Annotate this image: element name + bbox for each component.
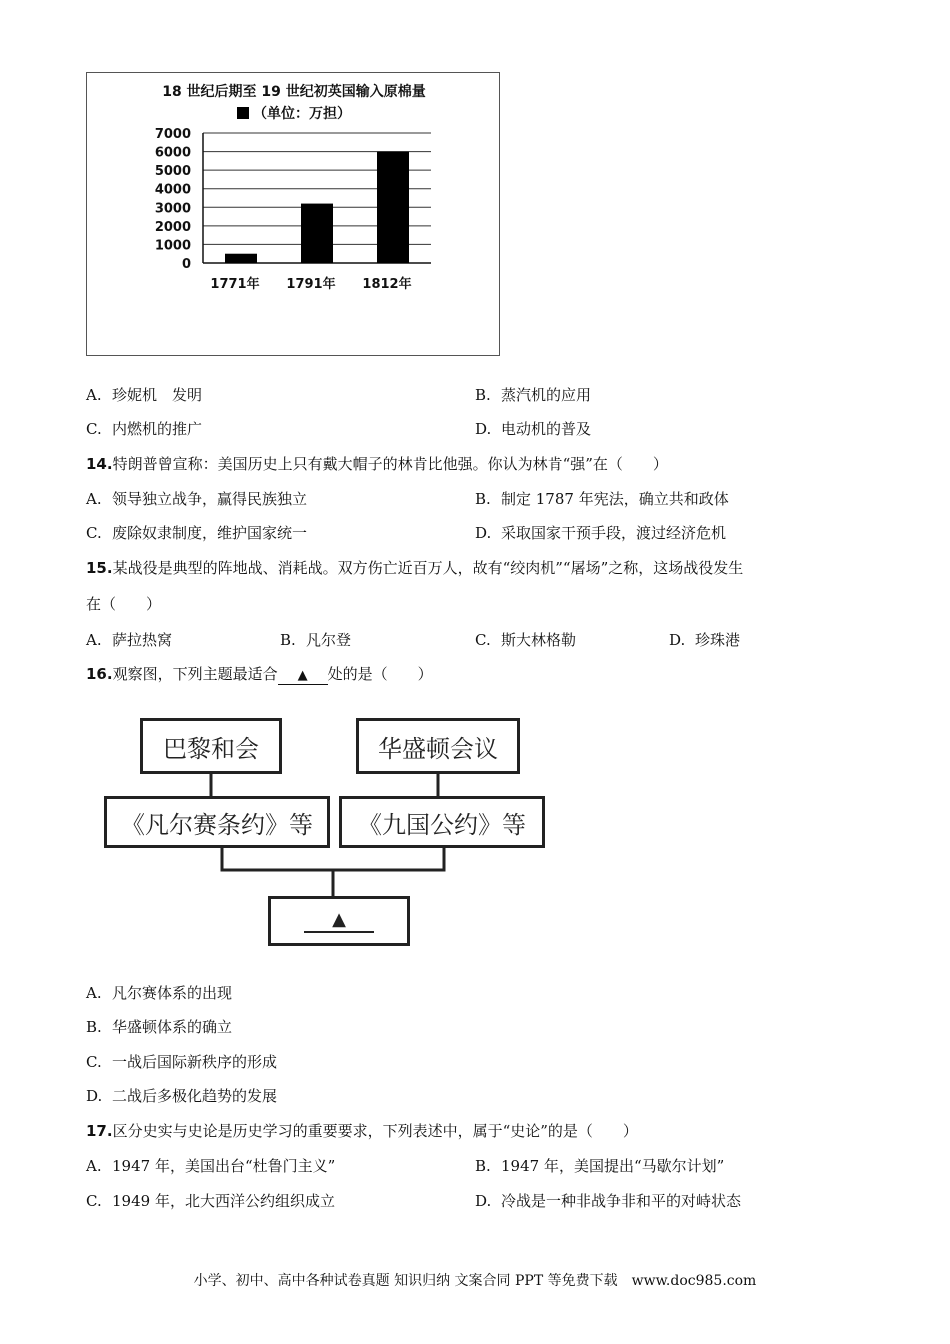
question-text: 某战役是典型的阵地战、消耗战。双方伤亡近百万人，故有“绞肉机”“屠场”之称，这场战役发生 bbox=[112, 559, 744, 577]
page-footer: 小学、初中、高中各种试卷真题 知识归纳 文案合同 PPT 等免费下载 www.doc985.com bbox=[193, 1273, 757, 1289]
question-text: 区分史实与史论是历史学习的重要要求，下列表述中，属于“史论”的是（ ） bbox=[112, 1122, 638, 1140]
answer-blank: ▲ bbox=[278, 668, 328, 685]
q16-option-c[interactable] bbox=[86, 1052, 277, 1072]
question-text: 特朗普曾宣称：美国历史上只有戴大帽子的林肯比他强。你认为林肯“强”在（ ） bbox=[112, 455, 668, 473]
option-letter: A. bbox=[86, 984, 102, 1002]
y-tick-label: 0 bbox=[181, 257, 191, 272]
option-text: 1947 年，美国出台“杜鲁门主义” bbox=[112, 1157, 336, 1175]
option-letter: A. bbox=[86, 1157, 102, 1175]
option-letter: D. bbox=[475, 1192, 492, 1210]
y-tick-label: 4000 bbox=[154, 182, 191, 198]
y-tick-label: 6000 bbox=[154, 145, 191, 161]
option-text: 凡尔登 bbox=[306, 631, 352, 649]
option-text: 珍妮机 发明 bbox=[112, 386, 203, 404]
option-text: 二战后多极化趋势的发展 bbox=[112, 1087, 278, 1105]
option-text: 一战后国际新秩序的形成 bbox=[112, 1053, 278, 1071]
option-letter: D. bbox=[669, 631, 686, 649]
y-tick-label: 2000 bbox=[154, 219, 191, 235]
option-letter: B. bbox=[475, 386, 491, 404]
option-text: 废除奴隶制度，维护国家统一 bbox=[112, 524, 308, 542]
option-letter: C. bbox=[86, 1192, 102, 1210]
q17-option-a[interactable] bbox=[86, 1156, 335, 1176]
triangle-icon: ▲ bbox=[304, 909, 374, 933]
option-letter: B. bbox=[86, 1018, 102, 1036]
q16-option-a[interactable] bbox=[86, 983, 232, 1003]
q17-option-c[interactable] bbox=[86, 1191, 335, 1211]
question-number: 14. bbox=[86, 455, 113, 473]
option-text: 1947 年，美国提出“马歇尔计划” bbox=[501, 1157, 725, 1175]
option-letter: C. bbox=[86, 1053, 102, 1071]
diagram-box-nine-power-treaty: 《九国公约》等 bbox=[339, 796, 545, 848]
option-letter: C. bbox=[86, 524, 102, 542]
option-letter: C. bbox=[475, 631, 491, 649]
x-tick-label: 1791年 bbox=[286, 277, 336, 292]
y-tick-label: 5000 bbox=[154, 164, 191, 180]
option-letter: B. bbox=[475, 1157, 491, 1175]
q16-option-b[interactable] bbox=[86, 1017, 232, 1037]
option-letter: B. bbox=[475, 490, 491, 508]
option-letter: C. bbox=[86, 420, 102, 438]
question-text-after: 处的是（ ） bbox=[327, 665, 433, 683]
question-number: 15. bbox=[86, 559, 113, 577]
option-text: 1949 年，北大西洋公约组织成立 bbox=[112, 1192, 335, 1210]
option-letter: A. bbox=[86, 386, 102, 404]
option-letter: D. bbox=[86, 1087, 103, 1105]
option-text: 蒸汽机的应用 bbox=[501, 386, 592, 404]
question-number: 16. bbox=[86, 665, 113, 683]
option-letter: B. bbox=[280, 631, 296, 649]
option-text: 采取国家干预手段，渡过经济危机 bbox=[501, 524, 727, 542]
q16-option-d[interactable] bbox=[86, 1086, 277, 1106]
option-letter: A. bbox=[86, 490, 102, 508]
option-letter: A. bbox=[86, 631, 102, 649]
option-text: 内燃机的推广 bbox=[112, 420, 203, 438]
q17-stem bbox=[86, 1121, 638, 1141]
option-text: 华盛顿体系的确立 bbox=[112, 1018, 233, 1036]
x-tick-label: 1812年 bbox=[362, 277, 412, 292]
option-text: 冷战是一种非战争非和平的对峙状态 bbox=[501, 1192, 742, 1210]
diagram-box-paris: 巴黎和会 bbox=[140, 718, 282, 774]
question-text: 观察图，下列主题最适合 bbox=[112, 665, 278, 683]
diagram-box-washington: 华盛顿会议 bbox=[356, 718, 520, 774]
option-text: 斯大林格勒 bbox=[501, 631, 577, 649]
y-tick-label: 7000 bbox=[154, 127, 191, 142]
bracket-line bbox=[222, 848, 444, 870]
option-text: 萨拉热窝 bbox=[112, 631, 173, 649]
option-text: 凡尔赛体系的出现 bbox=[112, 984, 233, 1002]
q15-stem-continued: 在（ ） bbox=[86, 595, 162, 613]
option-text: 领导独立战争，赢得民族独立 bbox=[112, 490, 308, 508]
diagram-box-versailles-treaty: 《凡尔赛条约》等 bbox=[104, 796, 330, 848]
legend-unit: （单位：万担） bbox=[253, 106, 351, 122]
y-tick-label: 1000 bbox=[154, 238, 191, 254]
x-tick-label: 1771年 bbox=[210, 277, 260, 292]
diagram-box-theme bbox=[268, 896, 410, 946]
q17-option-d[interactable] bbox=[475, 1191, 741, 1211]
option-text: 制定 1787 年宪法，确立共和政体 bbox=[501, 490, 729, 508]
option-letter: D. bbox=[475, 524, 492, 542]
y-tick-label: 3000 bbox=[154, 201, 191, 217]
chart-title: 18 世纪后期至 19 世纪初英国输入原棉量 bbox=[162, 84, 426, 100]
q17-option-b[interactable] bbox=[475, 1156, 724, 1176]
question-number: 17. bbox=[86, 1122, 113, 1140]
option-text: 珍珠港 bbox=[695, 631, 741, 649]
option-text: 电动机的普及 bbox=[501, 420, 592, 438]
option-letter: D. bbox=[475, 420, 492, 438]
